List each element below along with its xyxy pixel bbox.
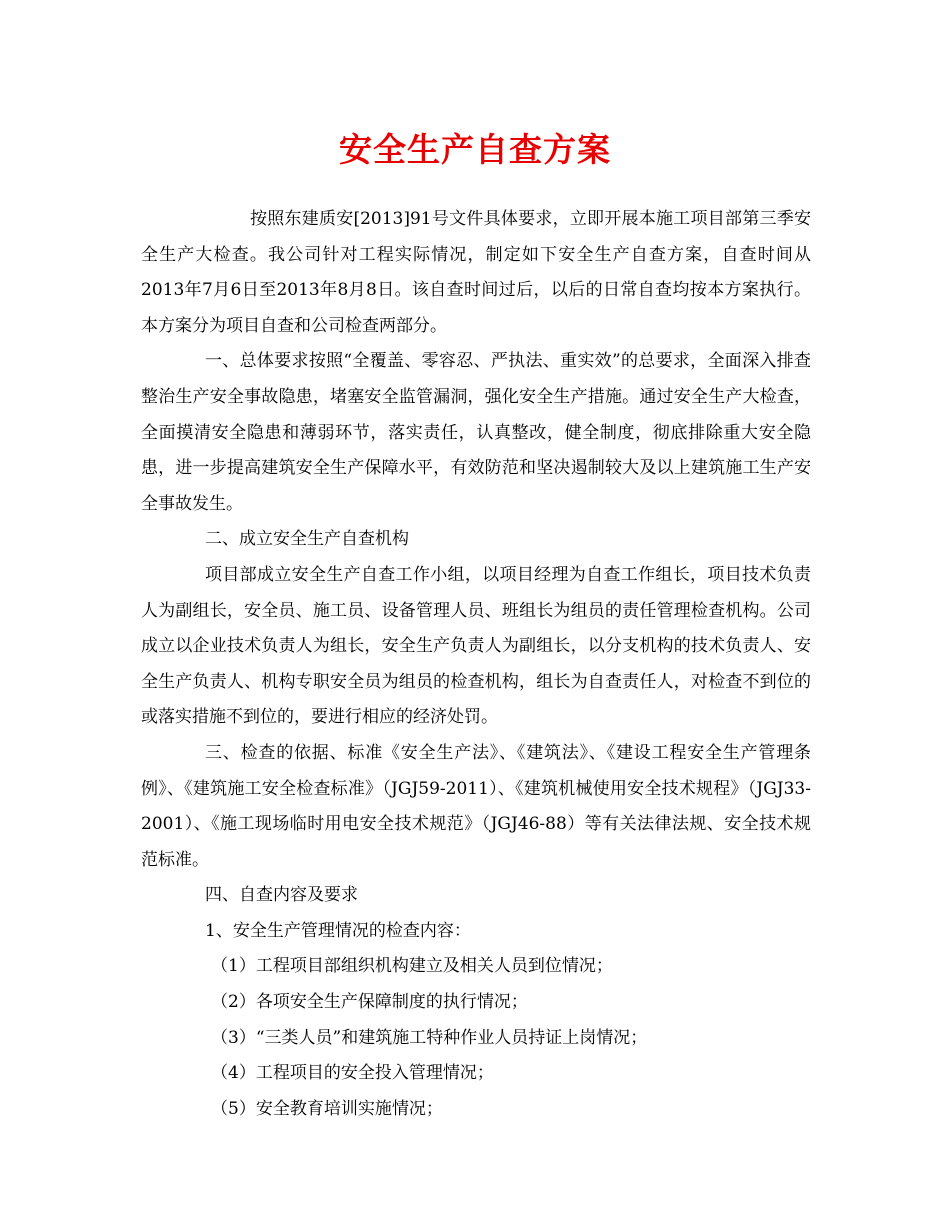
section-4-heading: 四、自查内容及要求 <box>205 885 358 906</box>
document-body <box>141 202 811 1127</box>
list-item: （2）各项安全生产保障制度的执行情况； <box>211 992 528 1013</box>
list-item: （3）“三类人员”和建筑施工特种作业人员持证上岗情况； <box>211 1027 648 1048</box>
list-item: （1）工程项目部组织机构建立及相关人员到位情况； <box>211 956 613 977</box>
section-2-heading: 二、成立安全生产自查机构 <box>205 529 409 550</box>
section-2-paragraph: 项目部成立安全生产自查工作小组，以项目经理为自查工作组长，项目技术负责人为副组长，安全员、施工员、设备管理人员、班组长为组员的责任管理检查机构。公司成立以企业技术负责人为组长，安全生产负责人为副组长，以分支机构的技术负责人、安全生产负责人、机构专职安全员为组员的检查机构，组长为自查责任人，对检查不到位的或落实措施不到位的，要进行相应的经济处罚。 <box>141 564 811 728</box>
list-item: （4）工程项目的安全投入管理情况； <box>211 1063 494 1084</box>
section-3-paragraph: 三、检查的依据、标准《安全生产法》、《建筑法》、《建设工程安全生产管理条例》、《建筑施工安全检查标准》（JGJ59-2011）、《建筑机械使用安全技术规程》（JGJ33-2001）、《施工现场临时用电安全技术规范》（JGJ46-88）等有关法律法规、安全技术规范标准。 <box>141 742 811 870</box>
intro-paragraph: 按照东建质安[2013]91号文件具体要求，立即开展本施工项目部第三季安全生产大检查。我公司针对工程实际情况，制定如下安全生产自查方案，自查时间从2013年7月6日至2013年8月8日。该自查时间过后，以后的日常自查均按本方案执行。本方案分为项目自查和公司检查两部分。 <box>141 209 811 336</box>
document-title: 安全生产自查方案 <box>339 130 611 169</box>
list-item: （5）安全教育培训实施情况； <box>211 1098 443 1119</box>
subsection-1-heading: 1、安全生产管理情况的检查内容： <box>205 920 471 941</box>
section-1-paragraph: 一、总体要求按照“全覆盖、零容忍、严执法、重实效”的总要求，全面深入排查整治生产安全事故隐患，堵塞安全监管漏洞，强化安全生产措施。通过安全生产大检查，全面摸清安全隐患和薄弱环节，落实责任，认真整改，健全制度，彻底排除重大安全隐患，进一步提高建筑安全生产保障水平，有效防范和坚决遏制较大及以上建筑施工生产安全事故发生。 <box>141 351 811 514</box>
